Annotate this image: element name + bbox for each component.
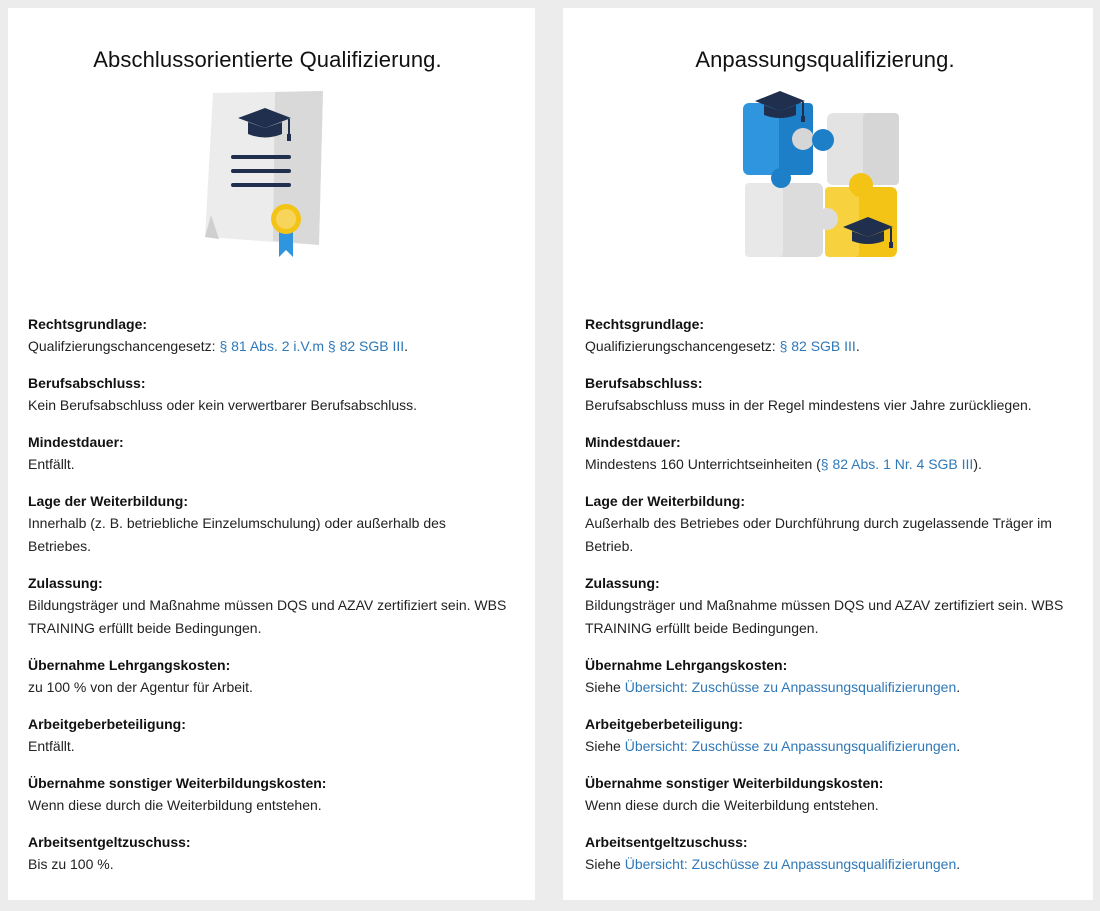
section-text bbox=[585, 853, 1065, 876]
section-link[interactable]: Übersicht: Zuschüsse zu Anpassungsqualifizierungen bbox=[624, 679, 957, 695]
section-text bbox=[585, 335, 1065, 358]
section-text-prefix: Wenn diese durch die Weiterbildung entstehen. bbox=[28, 797, 322, 813]
info-section bbox=[585, 713, 1065, 758]
section-text-prefix: Siehe bbox=[585, 738, 625, 754]
section-text-suffix: . bbox=[855, 338, 860, 354]
section-label: Übernahme Lehrgangskosten: bbox=[585, 657, 788, 673]
section-text-prefix: Bildungsträger und Maßnahme müssen DQS und AZAV zertifiziert sein. WBS TRAINING erfüllt beide Bedingungen. bbox=[585, 597, 1064, 636]
section-text bbox=[585, 735, 1065, 758]
section-text-prefix: Bildungsträger und Maßnahme müssen DQS und AZAV zertifiziert sein. WBS TRAINING erfüllt beide Bedingungen. bbox=[28, 597, 507, 636]
section-text bbox=[28, 394, 507, 417]
section-link[interactable]: Übersicht: Zuschüsse zu Anpassungsqualifizierungen bbox=[624, 738, 957, 754]
info-section bbox=[28, 713, 507, 758]
section-label: Lage der Weiterbildung: bbox=[585, 493, 745, 509]
section-text bbox=[585, 794, 1065, 817]
section-text-suffix: ). bbox=[973, 456, 982, 472]
section-text bbox=[585, 594, 1065, 640]
section-label: Rechtsgrundlage: bbox=[28, 316, 148, 332]
info-section bbox=[585, 431, 1065, 476]
section-label: Arbeitgeberbeteiligung: bbox=[585, 716, 743, 732]
left-sections bbox=[28, 313, 507, 876]
section-text bbox=[28, 735, 507, 758]
section-text-suffix: . bbox=[404, 338, 409, 354]
section-label: Übernahme sonstiger Weiterbildungskosten: bbox=[585, 775, 884, 791]
section-link[interactable]: § 82 SGB III bbox=[779, 338, 856, 354]
section-label: Übernahme Lehrgangskosten: bbox=[28, 657, 231, 673]
section-text-suffix: . bbox=[956, 679, 961, 695]
info-section bbox=[585, 572, 1065, 640]
section-text-prefix: Kein Berufsabschluss oder kein verwertbarer Berufsabschluss. bbox=[28, 397, 418, 413]
info-section bbox=[585, 372, 1065, 417]
section-label: Arbeitsentgeltzuschuss: bbox=[28, 834, 191, 850]
section-text bbox=[585, 453, 1065, 476]
section-label: Arbeitgeberbeteiligung: bbox=[28, 716, 186, 732]
section-text-prefix: Mindestens 160 Unterrichtseinheiten ( bbox=[585, 456, 821, 472]
section-text bbox=[585, 512, 1065, 558]
section-text-prefix: Qualifzierungschancengesetz: bbox=[28, 338, 220, 354]
info-section bbox=[28, 490, 507, 558]
info-section bbox=[28, 831, 507, 876]
info-section bbox=[28, 772, 507, 817]
section-text bbox=[28, 853, 507, 876]
info-section bbox=[28, 372, 507, 417]
section-label: Berufsabschluss: bbox=[28, 375, 146, 391]
section-label: Arbeitsentgeltzuschuss: bbox=[585, 834, 748, 850]
section-text bbox=[585, 676, 1065, 699]
section-link[interactable]: Übersicht: Zuschüsse zu Anpassungsqualifizierungen bbox=[624, 856, 957, 872]
section-text bbox=[28, 453, 507, 476]
section-text bbox=[585, 394, 1065, 417]
section-text-suffix: . bbox=[956, 856, 961, 872]
section-label: Lage der Weiterbildung: bbox=[28, 493, 188, 509]
section-text-prefix: Wenn diese durch die Weiterbildung entstehen. bbox=[585, 797, 879, 813]
section-text-prefix: Siehe bbox=[585, 856, 625, 872]
section-label: Mindestdauer: bbox=[28, 434, 124, 450]
info-section bbox=[585, 772, 1065, 817]
right-card bbox=[563, 8, 1093, 900]
info-section bbox=[28, 431, 507, 476]
info-section bbox=[585, 313, 1065, 358]
card-title: Abschlussorientierte Qualifizierung. bbox=[93, 47, 442, 72]
info-section bbox=[28, 572, 507, 640]
section-text-prefix: Außerhalb des Betriebes oder Durchführung durch zugelassende Träger im Betrieb. bbox=[585, 515, 1052, 554]
section-label: Rechtsgrundlage: bbox=[585, 316, 705, 332]
section-label: Übernahme sonstiger Weiterbildungskosten: bbox=[28, 775, 327, 791]
puzzle-graduation-icon bbox=[743, 85, 908, 265]
section-text-suffix: . bbox=[956, 738, 961, 754]
section-text-prefix: zu 100 % von der Agentur für Arbeit. bbox=[28, 679, 253, 695]
section-text bbox=[28, 676, 507, 699]
info-section bbox=[28, 313, 507, 358]
card-title: Anpassungsqualifizierung. bbox=[695, 47, 955, 72]
section-link[interactable]: § 82 Abs. 1 Nr. 4 SGB III bbox=[820, 456, 974, 472]
section-label: Zulassung: bbox=[585, 575, 660, 591]
section-label: Zulassung: bbox=[28, 575, 103, 591]
section-text-prefix: Innerhalb (z. B. betriebliche Einzelumschulung) oder außerhalb des Betriebes. bbox=[28, 515, 446, 554]
section-text bbox=[28, 512, 507, 558]
section-label: Mindestdauer: bbox=[585, 434, 681, 450]
illustration bbox=[28, 75, 507, 305]
info-section bbox=[585, 654, 1065, 699]
illustration bbox=[585, 75, 1065, 305]
section-label: Berufsabschluss: bbox=[585, 375, 703, 391]
section-link[interactable]: § 81 Abs. 2 i.V.m § 82 SGB III bbox=[219, 338, 405, 354]
certificate-icon bbox=[198, 85, 338, 260]
section-text-prefix: Berufsabschluss muss in der Regel mindestens vier Jahre zurückliegen. bbox=[585, 397, 1032, 413]
section-text-prefix: Entfällt. bbox=[28, 456, 75, 472]
right-sections bbox=[585, 313, 1065, 876]
section-text-prefix: Siehe bbox=[585, 679, 625, 695]
section-text-prefix: Qualifizierungschancengesetz: bbox=[585, 338, 780, 354]
section-text bbox=[28, 335, 507, 358]
section-text-prefix: Entfällt. bbox=[28, 738, 75, 754]
section-text bbox=[28, 794, 507, 817]
section-text-prefix: Bis zu 100 %. bbox=[28, 856, 114, 872]
info-section bbox=[28, 654, 507, 699]
info-section bbox=[585, 831, 1065, 876]
info-section bbox=[585, 490, 1065, 558]
left-card bbox=[8, 8, 535, 900]
section-text bbox=[28, 594, 507, 640]
